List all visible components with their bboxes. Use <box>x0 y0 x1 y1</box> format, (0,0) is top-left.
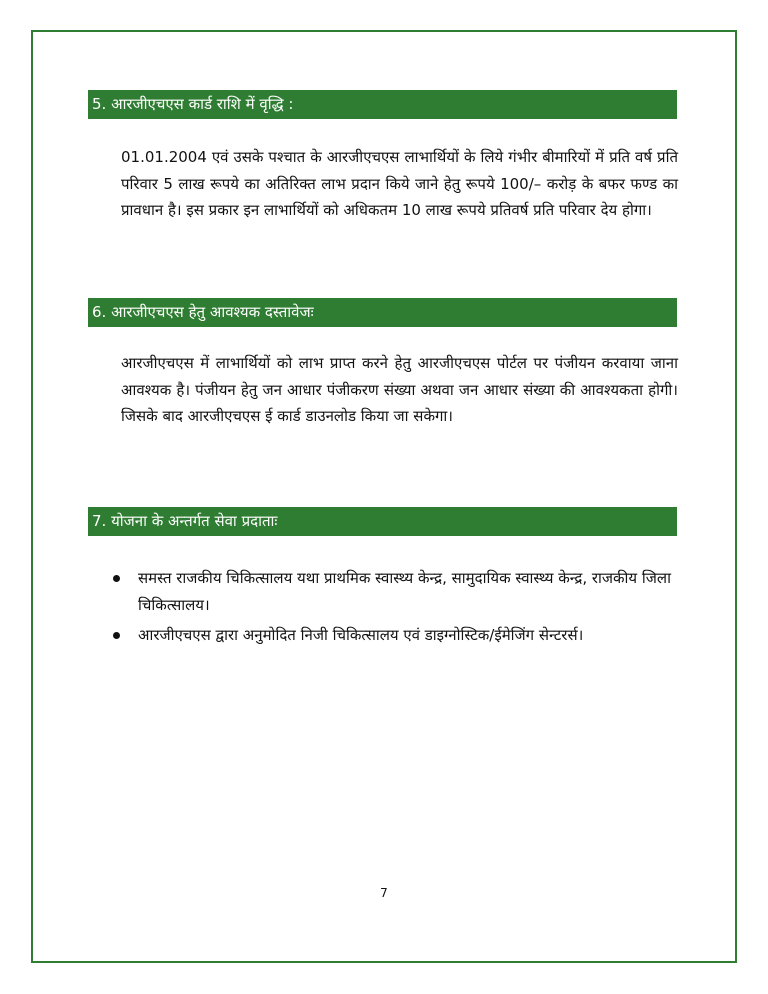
service-provider-text: आरजीएचएस द्वारा अनुमोदित निजी चिकित्सालय एवं डाइग्नोस्टिक/ईमेजिंग सेन्टरर्स। <box>138 626 584 644</box>
bullet-icon <box>113 575 120 582</box>
bullet-icon <box>113 632 120 639</box>
service-provider-text: समस्त राजकीय चिकित्सालय यथा प्राथमिक स्वास्थ्य केन्द्र, सामुदायिक स्वास्थ्य केन्द्र, राजकीय जिला चिकित्सालय। <box>138 569 671 614</box>
page-number: 7 <box>380 886 388 900</box>
list-item <box>108 565 678 618</box>
section-5-body: 01.01.2004 एवं उसके पश्चात के आरजीएचएस लाभार्थियों के लिये गंभीर बीमारियों में प्रति वर्ष प्रति परिवार 5 लाख रूपये का अतिरिक्त लाभ प्रदान किये जाने हेतु रूपये 100/– करोड़ के बफर फण्ड का प्रावधान है। इस प्रकार इन लाभार्थियों को अधिकतम 10 लाख रूपये प्रतिवर्ष प्रति परिवार देय होगा। <box>121 148 678 219</box>
section-5-heading: 5. आरजीएचएस कार्ड राशि में वृद्धि : <box>88 90 677 119</box>
section-6-heading: 6. आरजीएचएस हेतु आवश्यक दस्तावेजः <box>88 298 677 327</box>
list-item <box>108 622 678 649</box>
service-provider-list <box>108 565 678 653</box>
section-6-body: आरजीएचएस में लाभार्थियों को लाभ प्राप्त करने हेतु आरजीएचएस पोर्टल पर पंजीयन करवाया जाना आवश्यक है। पंजीयन हेतु जन आधार पंजीकरण संख्या अथवा जन आधार संख्या की आवश्यकता होगी। जिसके बाद आरजीएचएस ई कार्ड डाउनलोड किया जा सकेगा। <box>121 354 678 425</box>
section-7-heading: 7. योजना के अन्तर्गत सेवा प्रदाताः <box>88 507 677 536</box>
